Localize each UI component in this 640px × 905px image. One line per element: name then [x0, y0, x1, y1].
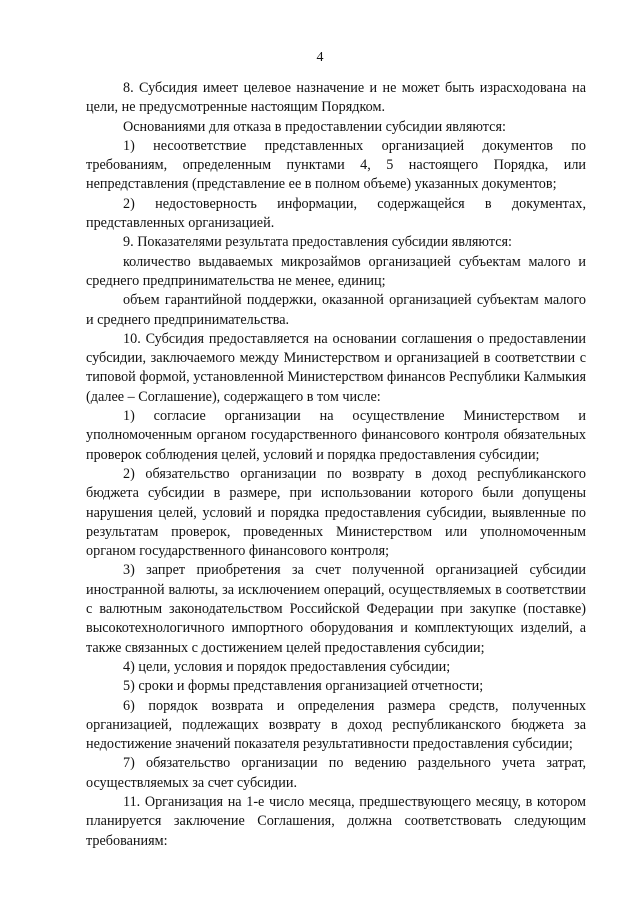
paragraph-agreement-2: 2) обязательство организации по возврату в доход республиканского бюджета субсидии в размере, при использовании которого были допущены нарушения целей, условий и порядка предоставления субсидии, выявленные по результатам проверок, проведенных Министерством или уполномоченным органом государственного финансового контроля; [86, 465, 586, 560]
page-number: 4 [316, 50, 324, 65]
paragraph-agreement-6: 6) порядок возврата и определения размера средств, полученных организацией, подлежащих возврату в доход республиканского бюджета за недостижение значений показателя результативности предоставления субсидии; [86, 697, 586, 753]
paragraph-9: 9. Показателями результата предоставления субсидии являются: [123, 234, 512, 251]
paragraph-refusal-1: 1) несоответствие представленных организацией документов по требованиям, определенным пунктами 4, 5 настоящего Порядка, или непредставления (представление ее в полном объеме) указанных документов; [86, 137, 586, 193]
paragraph-agreement-1: 1) согласие организации на осуществление Министерством и уполномоченным органом государственного финансового контроля обязательных проверок соблюдения целей, условий и порядка предоставления субсидии; [86, 408, 586, 463]
paragraph-10: 10. Субсидия предоставляется на основании соглашения о предоставлении субсидии, заключаемого между Министерством и организацией в соответствии с типовой формой, установленной Министерством финансов Республики Калмыкия (далее – Соглашение), содержащего в том числе: [86, 330, 586, 405]
paragraph-11: 11. Организация на 1-е число месяца, предшествующего месяцу, в котором планируется заключение Соглашения, должна соответствовать следующим требованиям: [86, 793, 586, 849]
paragraph-refusal-2: 2) недостоверность информации, содержащейся в документах, представленных организацией. [86, 195, 586, 232]
paragraph-8: 8. Субсидия имеет целевое назначение и не может быть израсходована на цели, не предусмотренные настоящим Порядком. [86, 80, 586, 116]
paragraph-agreement-4: 4) цели, условия и порядок предоставления субсидии; [123, 658, 451, 675]
paragraph-agreement-5: 5) сроки и формы представления организацией отчетности; [123, 678, 484, 695]
paragraph-indicator-2: объем гарантийной поддержки, оказанной организацией субъектам малого и среднего предпринимательства. [86, 292, 586, 328]
paragraph-agreement-3: 3) запрет приобретения за счет полученной организацией субсидии иностранной валюты, за исключением операций, осуществляемых в соответствии с валютным законодательством Российской Федерации при закупке (поставке) высокотехнологичного импортного оборудования и комплектующих изделий, а также связанных с достижением целей предоставления субсидии; [86, 562, 586, 656]
paragraph-indicator-1: количество выдаваемых микрозаймов организацией субъектам малого и среднего предпринимательства не менее, единиц; [86, 253, 586, 289]
paragraph-refusal-grounds: Основаниями для отказа в предоставлении субсидии являются: [123, 118, 506, 135]
paragraph-agreement-7: 7) обязательство организации по ведению раздельного учета затрат, осуществляемых за счет субсидии. [86, 755, 586, 791]
document-body [86, 79, 586, 851]
